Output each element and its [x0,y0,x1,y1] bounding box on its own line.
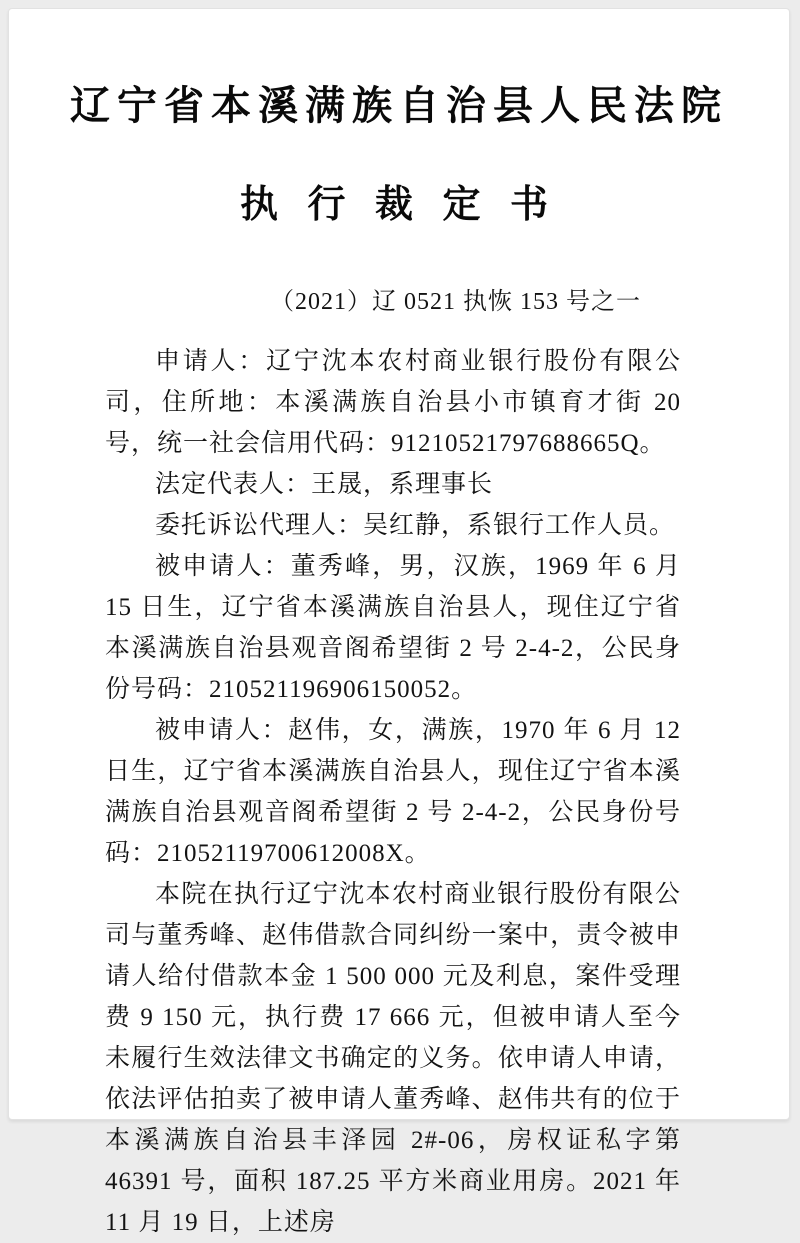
paragraph-applicant: 申请人：辽宁沈本农村商业银行股份有限公司，住所地：本溪满族自治县小市镇育才街 20 号，统一社会信用代码：91210521797688665Q。 [105,348,681,457]
paragraph-case-facts: 本院在执行辽宁沈本农村商业银行股份有限公司与董秀峰、赵伟借款合同纠纷一案中，责令被申请人给付借款本金 1 500 000 元及利息，案件受理费 9 150 元，执行费 17 666 元，但被申请人至今未履行生效法律文书确定的义务。依申请人申请，依法评估拍卖了被申请人董秀峰、赵伟共有的位于本溪满族自治县丰泽园 2#-06，房权证私字第 46391 号，面积 187.25 平方米商业用房。2021 年 11 月 19 日，上述房 [105,881,681,1236]
paragraph-litigation-agent: 委托诉讼代理人：吴红静，系银行工作人员。 [155,512,676,539]
case-number: （2021）辽 0521 执恢 153 号之一 [270,289,641,315]
document-title: 执 行 裁 定 书 [239,184,558,226]
paragraph-respondent-2: 被申请人：赵伟，女，满族，1970 年 6 月 12 日生，辽宁省本溪满族自治县人，现住辽宁省本溪满族自治县观音阁希望街 2 号 2-4-2，公民身份号码：21052119700612008X。 [105,717,681,867]
court-name-heading: 辽宁省本溪满族自治县人民法院 [70,83,728,128]
paragraph-respondent-1: 被申请人：董秀峰，男，汉族，1969 年 6 月 15 日生，辽宁省本溪满族自治县人，现住辽宁省本溪满族自治县观音阁希望街 2 号 2-4-2，公民身份号码：210521196906150052。 [105,553,681,703]
paragraph-legal-representative: 法定代表人：王晟，系理事长 [155,471,494,498]
document-page [8,8,790,1236]
document-body [9,341,789,1243]
